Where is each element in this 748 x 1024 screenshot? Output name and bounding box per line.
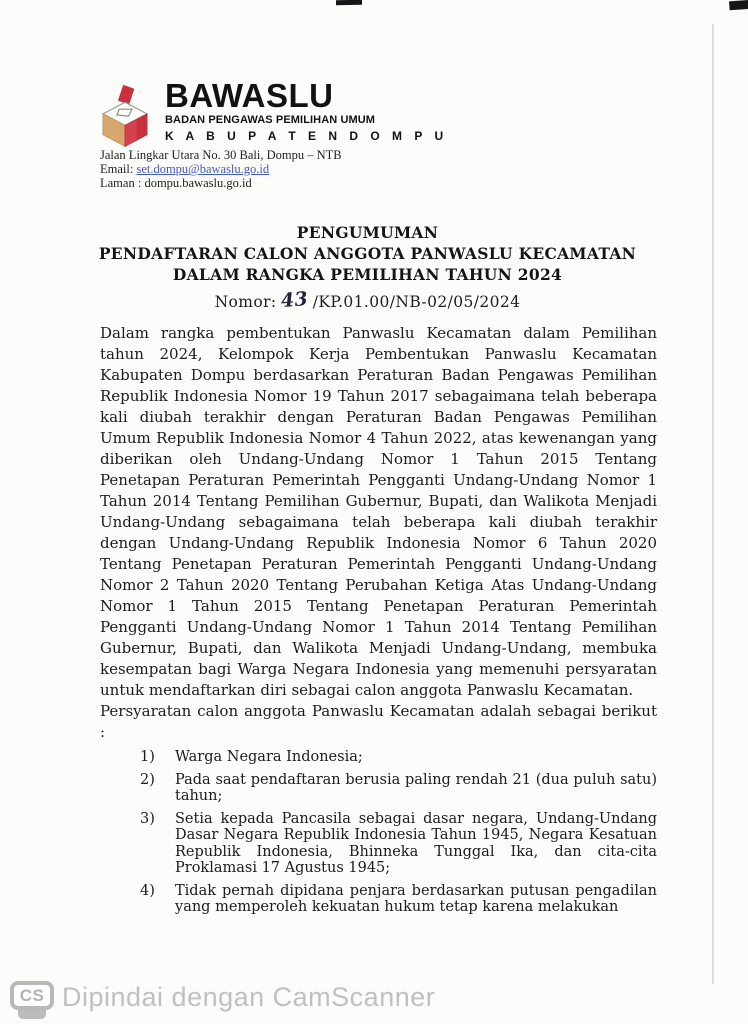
requirements-intro: Persyaratan calon anggota Panwaslu Kecamatan adalah sebagai berikut :	[100, 702, 657, 741]
list-item	[140, 811, 657, 877]
contact-block	[100, 148, 342, 190]
org-subtitle: BADAN PENGAWAS PEMILIHAN UMUM	[165, 114, 376, 126]
list-item-number: 1)	[140, 749, 155, 765]
camscanner-badge-tab	[18, 1010, 46, 1019]
list-item	[140, 883, 657, 916]
list-item	[140, 749, 657, 766]
document-body	[100, 323, 657, 916]
email-label: Email:	[100, 162, 134, 176]
camscanner-badge-icon	[10, 981, 54, 1019]
title-line-2: PENDAFTARAN CALON ANGGOTA PANWASLU KECAMATAN	[98, 244, 637, 263]
list-item-text: Warga Negara Indonesia;	[175, 749, 363, 765]
document-title	[80, 222, 655, 285]
title-line-3: DALAM RANGKA PEMILIHAN TAHUN 2024	[172, 265, 563, 284]
list-item-text: Pada saat pendaftaran berusia paling rendah 21 (dua puluh satu) tahun;	[175, 771, 657, 804]
website-line	[100, 176, 342, 190]
requirements-list	[100, 749, 657, 916]
email-link[interactable]: set.dompu@bawaslu.go.id	[136, 162, 270, 176]
scan-artifact-top-center	[336, 0, 362, 5]
list-item	[140, 772, 657, 805]
list-item-number: 3)	[140, 810, 155, 827]
letterhead	[165, 77, 448, 143]
camscanner-watermark-text: Dipindai dengan CamScanner	[62, 982, 436, 1012]
org-region: K A B U P A T E N D O M P U	[165, 129, 448, 143]
opening-paragraph: Dalam rangka pembentukan Panwaslu Kecamatan dalam Pemilihan tahun 2024, Kelompok Kerja Pembentukan Panwaslu Kecamatan Kabupaten Dompu berdasarkan Peraturan Badan Pengawas Pemilihan Republik Indonesia Nomor 19 Tahun 2017 sebagaimana telah beberapa kali diubah terakhir dengan Peraturan Badan Pengawas Pemilihan Umum Republik Indonesia Nomor 4 Tahun 2022, atas kewenangan yang diberikan oleh Undang-Undang Nomor 1 Tahun 2015 Tentang Penetapan Peraturan Pemerintah Pengganti Undang-Undang Nomor 1 Tahun 2014 Tentang Pemilihan Gubernur, Bupati, dan Walikota Menjadi Undang-Undang sebagaimana telah beberapa kali diubah terakhir dengan Undang-Undang Republik Indonesia Nomor 6 Tahun 2020 Tentang Penetapan Peraturan Pemerintah Pengganti Undang-Undang Nomor 2 Tahun 2020 Tentang Perubahan Ketiga Atas Undang-Undang Nomor 1 Tahun 2015 Tentang Penetapan Peraturan Pemerintah Pengganti Undang-Undang Nomor 1 Tahun 2014 Tentang Pemilihan Gubernur, Bupati, dan Walikota Menjadi Undang-Undang, membuka kesempatan bagi Warga Negara Indonesia yang memenuhi persyaratan untuk mendaftarkan diri sebagai calon anggota Panwaslu Kecamatan.	[100, 324, 657, 699]
org-name: BAWASLU	[165, 77, 334, 114]
handwritten-number: 43	[279, 287, 309, 313]
bawaslu-ballot-box-icon	[96, 82, 154, 148]
list-item-text: Tidak pernah dipidana penjara berdasarkan putusan pengadilan yang memperoleh kekuatan hukum tetap karena melakukan	[175, 882, 657, 915]
paper-edge-shadow	[712, 24, 714, 984]
list-item-number: 4)	[140, 882, 155, 899]
address-line: Jalan Lingkar Utara No. 30 Bali, Dompu – NTB	[100, 148, 342, 162]
website-label: Laman :	[100, 176, 142, 190]
document-number-line	[80, 287, 655, 313]
scan-artifact-top-right-corner	[729, 0, 748, 10]
camscanner-badge-letters: CS	[10, 981, 54, 1010]
website-value: dompu.bawaslu.go.id	[144, 176, 252, 190]
number-rest: /KP.01.00/NB-02/05/2024	[312, 293, 521, 311]
list-item-text: Setia kepada Pancasila sebagai dasar negara, Undang-Undang Dasar Negara Republik Indonesia Tahun 1945, Negara Kesatuan Republik Indonesia, Bhinneka Tunggal Ika, dan cita-cita Proklamasi 17 Agustus 1945;	[175, 810, 657, 876]
title-line-1: PENGUMUMAN	[296, 223, 439, 242]
number-label: Nomor:	[214, 293, 277, 311]
list-item-number: 2)	[140, 771, 155, 788]
email-line	[100, 162, 342, 176]
